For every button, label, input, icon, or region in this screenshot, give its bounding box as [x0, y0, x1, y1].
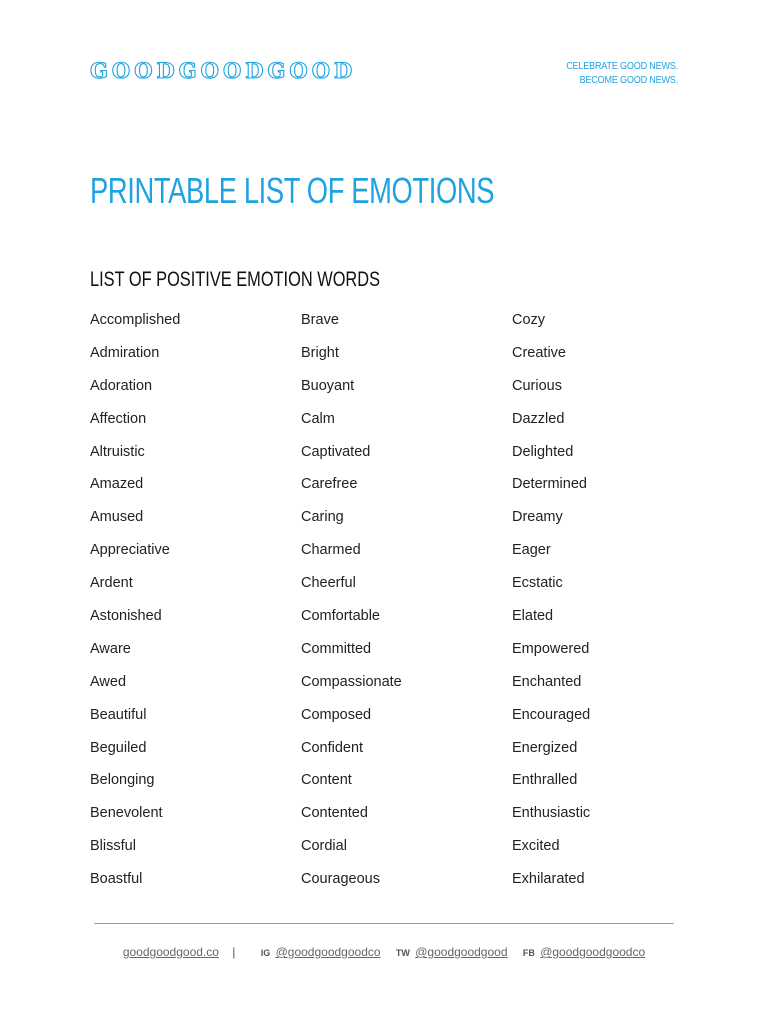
emotion-word: Confident: [301, 739, 364, 756]
footer: [0, 945, 768, 959]
emotion-word: Adoration: [90, 377, 153, 394]
website-link[interactable]: goodgoodgood.co: [122, 945, 219, 959]
emotion-word: Elated: [512, 608, 554, 625]
tagline: [566, 59, 678, 87]
emotion-word: Cozy: [512, 312, 546, 328]
brand-logo[interactable]: GOODGOODGOOD: [90, 58, 357, 83]
emotion-column-1: [90, 310, 180, 902]
emotion-column-3: [512, 310, 590, 902]
emotion-word: Cordial: [301, 838, 347, 855]
emotion-word: Awed: [90, 673, 127, 690]
emotion-word: Dreamy: [512, 509, 563, 526]
instagram-label: IG: [260, 948, 271, 958]
emotion-word: Buoyant: [301, 377, 355, 394]
emotion-word: Delighted: [512, 443, 574, 460]
emotion-word: Excited: [512, 838, 560, 855]
emotion-word: Composed: [301, 706, 372, 723]
emotion-word: Charmed: [301, 542, 361, 559]
emotion-word: Curious: [512, 377, 562, 394]
footer-divider: [94, 923, 674, 924]
emotion-word: Enthralled: [512, 772, 578, 789]
tagline-line-1: CELEBRATE GOOD NEWS.: [566, 60, 678, 72]
emotion-word: Eager: [512, 542, 551, 559]
twitter-link[interactable]: @goodgoodgood: [415, 945, 508, 959]
emotion-word: Compassionate: [301, 673, 402, 690]
emotion-word: Enthusiastic: [512, 805, 591, 822]
tagline-line-2: BECOME GOOD NEWS.: [579, 74, 678, 86]
emotion-word: Comfortable: [301, 608, 380, 625]
twitter-label: TW: [395, 948, 410, 958]
emotion-word: Cheerful: [301, 575, 356, 592]
emotion-word: Calm: [301, 410, 335, 427]
emotion-word: Exhilarated: [512, 871, 585, 888]
emotion-word: Altruistic: [90, 443, 145, 460]
emotion-word: Affection: [90, 410, 147, 427]
emotion-word: Empowered: [512, 640, 590, 657]
facebook-link[interactable]: @goodgoodgoodco: [540, 945, 646, 959]
emotion-column-2: [301, 310, 402, 902]
emotion-word: Encouraged: [512, 706, 591, 723]
facebook-label: FB: [522, 948, 535, 958]
emotion-word: Committed: [301, 640, 372, 657]
emotion-word: Caring: [301, 509, 344, 526]
page-title: PRINTABLE LIST OF EMOTIONS: [90, 170, 495, 211]
emotion-word: Captivated: [301, 443, 371, 460]
emotion-word: Admiration: [90, 344, 160, 361]
emotion-word: Astonished: [90, 608, 162, 625]
emotion-word: Content: [301, 772, 352, 789]
emotion-word: Dazzled: [512, 410, 565, 427]
section-title: LIST OF POSITIVE EMOTION WORDS: [90, 268, 381, 291]
emotion-word: Ardent: [90, 575, 133, 592]
emotion-word: Bright: [301, 344, 339, 361]
emotion-word: Benevolent: [90, 805, 163, 822]
emotion-word: Beguiled: [90, 739, 147, 756]
emotion-word: Courageous: [301, 871, 380, 888]
emotion-word: Determined: [512, 476, 587, 493]
emotion-word: Enchanted: [512, 673, 582, 690]
emotion-word: Amused: [90, 509, 144, 526]
emotion-word: Blissful: [90, 838, 136, 855]
emotion-word: Amazed: [90, 476, 144, 493]
emotion-word: Belonging: [90, 772, 155, 789]
emotion-word: Accomplished: [90, 312, 181, 328]
emotion-word: Creative: [512, 344, 566, 361]
emotion-word: Contented: [301, 805, 368, 822]
emotion-word: Ecstatic: [512, 575, 563, 592]
emotion-word: Appreciative: [90, 542, 170, 559]
footer-separator: |: [232, 945, 236, 959]
emotion-word: Carefree: [301, 476, 358, 493]
emotion-word: Brave: [301, 312, 339, 328]
emotion-word: Boastful: [90, 871, 143, 888]
emotion-word: Beautiful: [90, 706, 147, 723]
emotion-word: Energized: [512, 739, 578, 756]
emotion-word: Aware: [90, 640, 131, 657]
instagram-link[interactable]: @goodgoodgoodco: [275, 945, 381, 959]
